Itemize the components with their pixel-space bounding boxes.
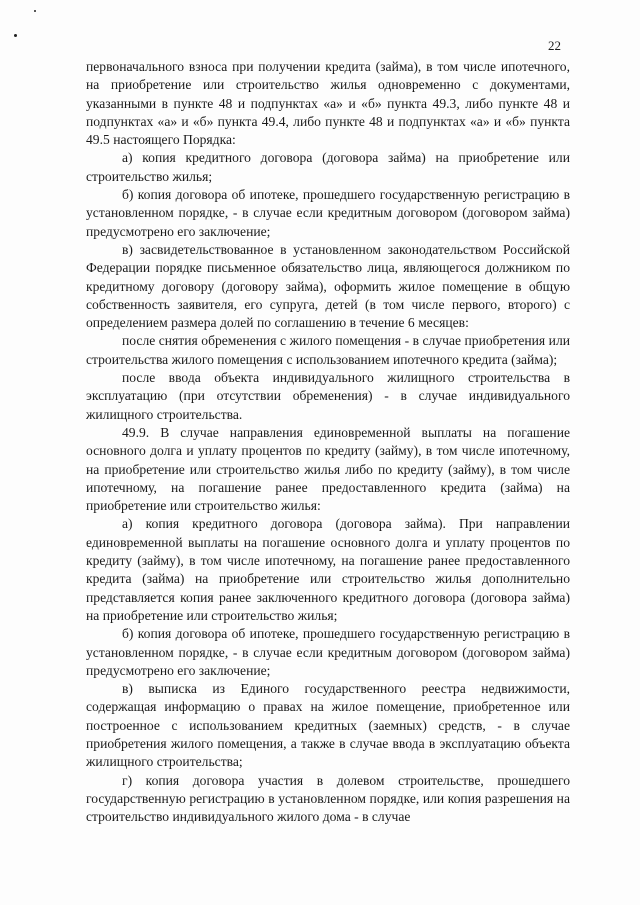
paragraph-sub-1: после снятия обременения с жилого помещения - в случае приобретения или строительства жилого помещения с использованием ипотечного кредита (займа); xyxy=(86,333,570,367)
paragraph-49-9: 49.9. В случае направления единовременной выплаты на погашение основного долга и уплату процентов по кредиту (займу), в том числе ипотечному, на приобретение или строительство жилья либо по кредиту (займу), в том числе ипотечному, на погашение ранее предоставленного кредита (займа) на приобретение или строительство жилья: xyxy=(86,424,570,514)
paragraph-item-v: в) засвидетельствованное в установленном законодательством Российской Федерации порядке письменное обязательство лица, являющегося должником по кредитному договору (договору займа), оформить жилое помещение в общую собственность заявителя, его супруга, детей (в том числе первого, второго) с определением размера долей по соглашению в течение 6 месяцев: xyxy=(86,241,570,331)
paragraph-item-v: в) выписка из Единого государственного реестра недвижимости, содержащая информацию о правах на жилое помещение, приобретенное или построенное с использованием кредитных (заемных) средств, - в случае приобретения жилого помещения, а также в случае ввода в эксплуатацию объекта жилищного строительства; xyxy=(86,681,570,770)
page-number: 22 xyxy=(548,38,561,53)
paragraph-item-a: а) копия кредитного договора (договора займа). При направлении единовременной выплаты на погашение основного долга и уплату процентов по кредиту (займу), в том числе ипотечному, на погашение ранее предоставленного кредита (займа) на приобретение или строительство жилья дополнительно представляется копия ранее заключенного кредитного договора (договора займа) на приобретение или строительство жилья; xyxy=(86,516,570,623)
paragraph-sub-2: после ввода объекта индивидуального жилищного строительства в эксплуатацию (при отсутствии обременения) - в случае индивидуального жилищного строительства. xyxy=(86,370,570,422)
paragraph-item-b: б) копия договора об ипотеке, прошедшего государственную регистрацию в установленном порядке, - в случае если кредитным договором (договором займа) предусмотрено его заключение; xyxy=(86,626,570,678)
document-body xyxy=(86,58,570,826)
paragraph-item-b: б) копия договора об ипотеке, прошедшего государственную регистрацию в установленном порядке, - в случае если кредитным договором (договором займа) предусмотрено его заключение; xyxy=(86,187,570,239)
scan-speck xyxy=(14,34,17,37)
paragraph-item-g: г) копия договора участия в долевом строительстве, прошедшего государственную регистрацию в установленном порядке, или копия разрешения на строительство индивидуального жилого дома - в случае xyxy=(86,772,570,825)
paragraph-continuation: первоначального взноса при получении кредита (займа), в том числе ипотечного, на приобретение или строительство жилья одновременно с документами, указанными в пункте 48 и подпунктах «а» и «б» пункта 49.3, либо пункте 48 и подпунктах «а» и «б» пункта 49.4, либо пункте 48 и подпунктах «а» и «б» пункта 49.5 настоящего Порядка: xyxy=(86,59,570,148)
paragraph-item-a: а) копия кредитного договора (договора займа) на приобретение или строительство жилья; xyxy=(86,150,570,184)
scan-speck xyxy=(34,10,36,12)
